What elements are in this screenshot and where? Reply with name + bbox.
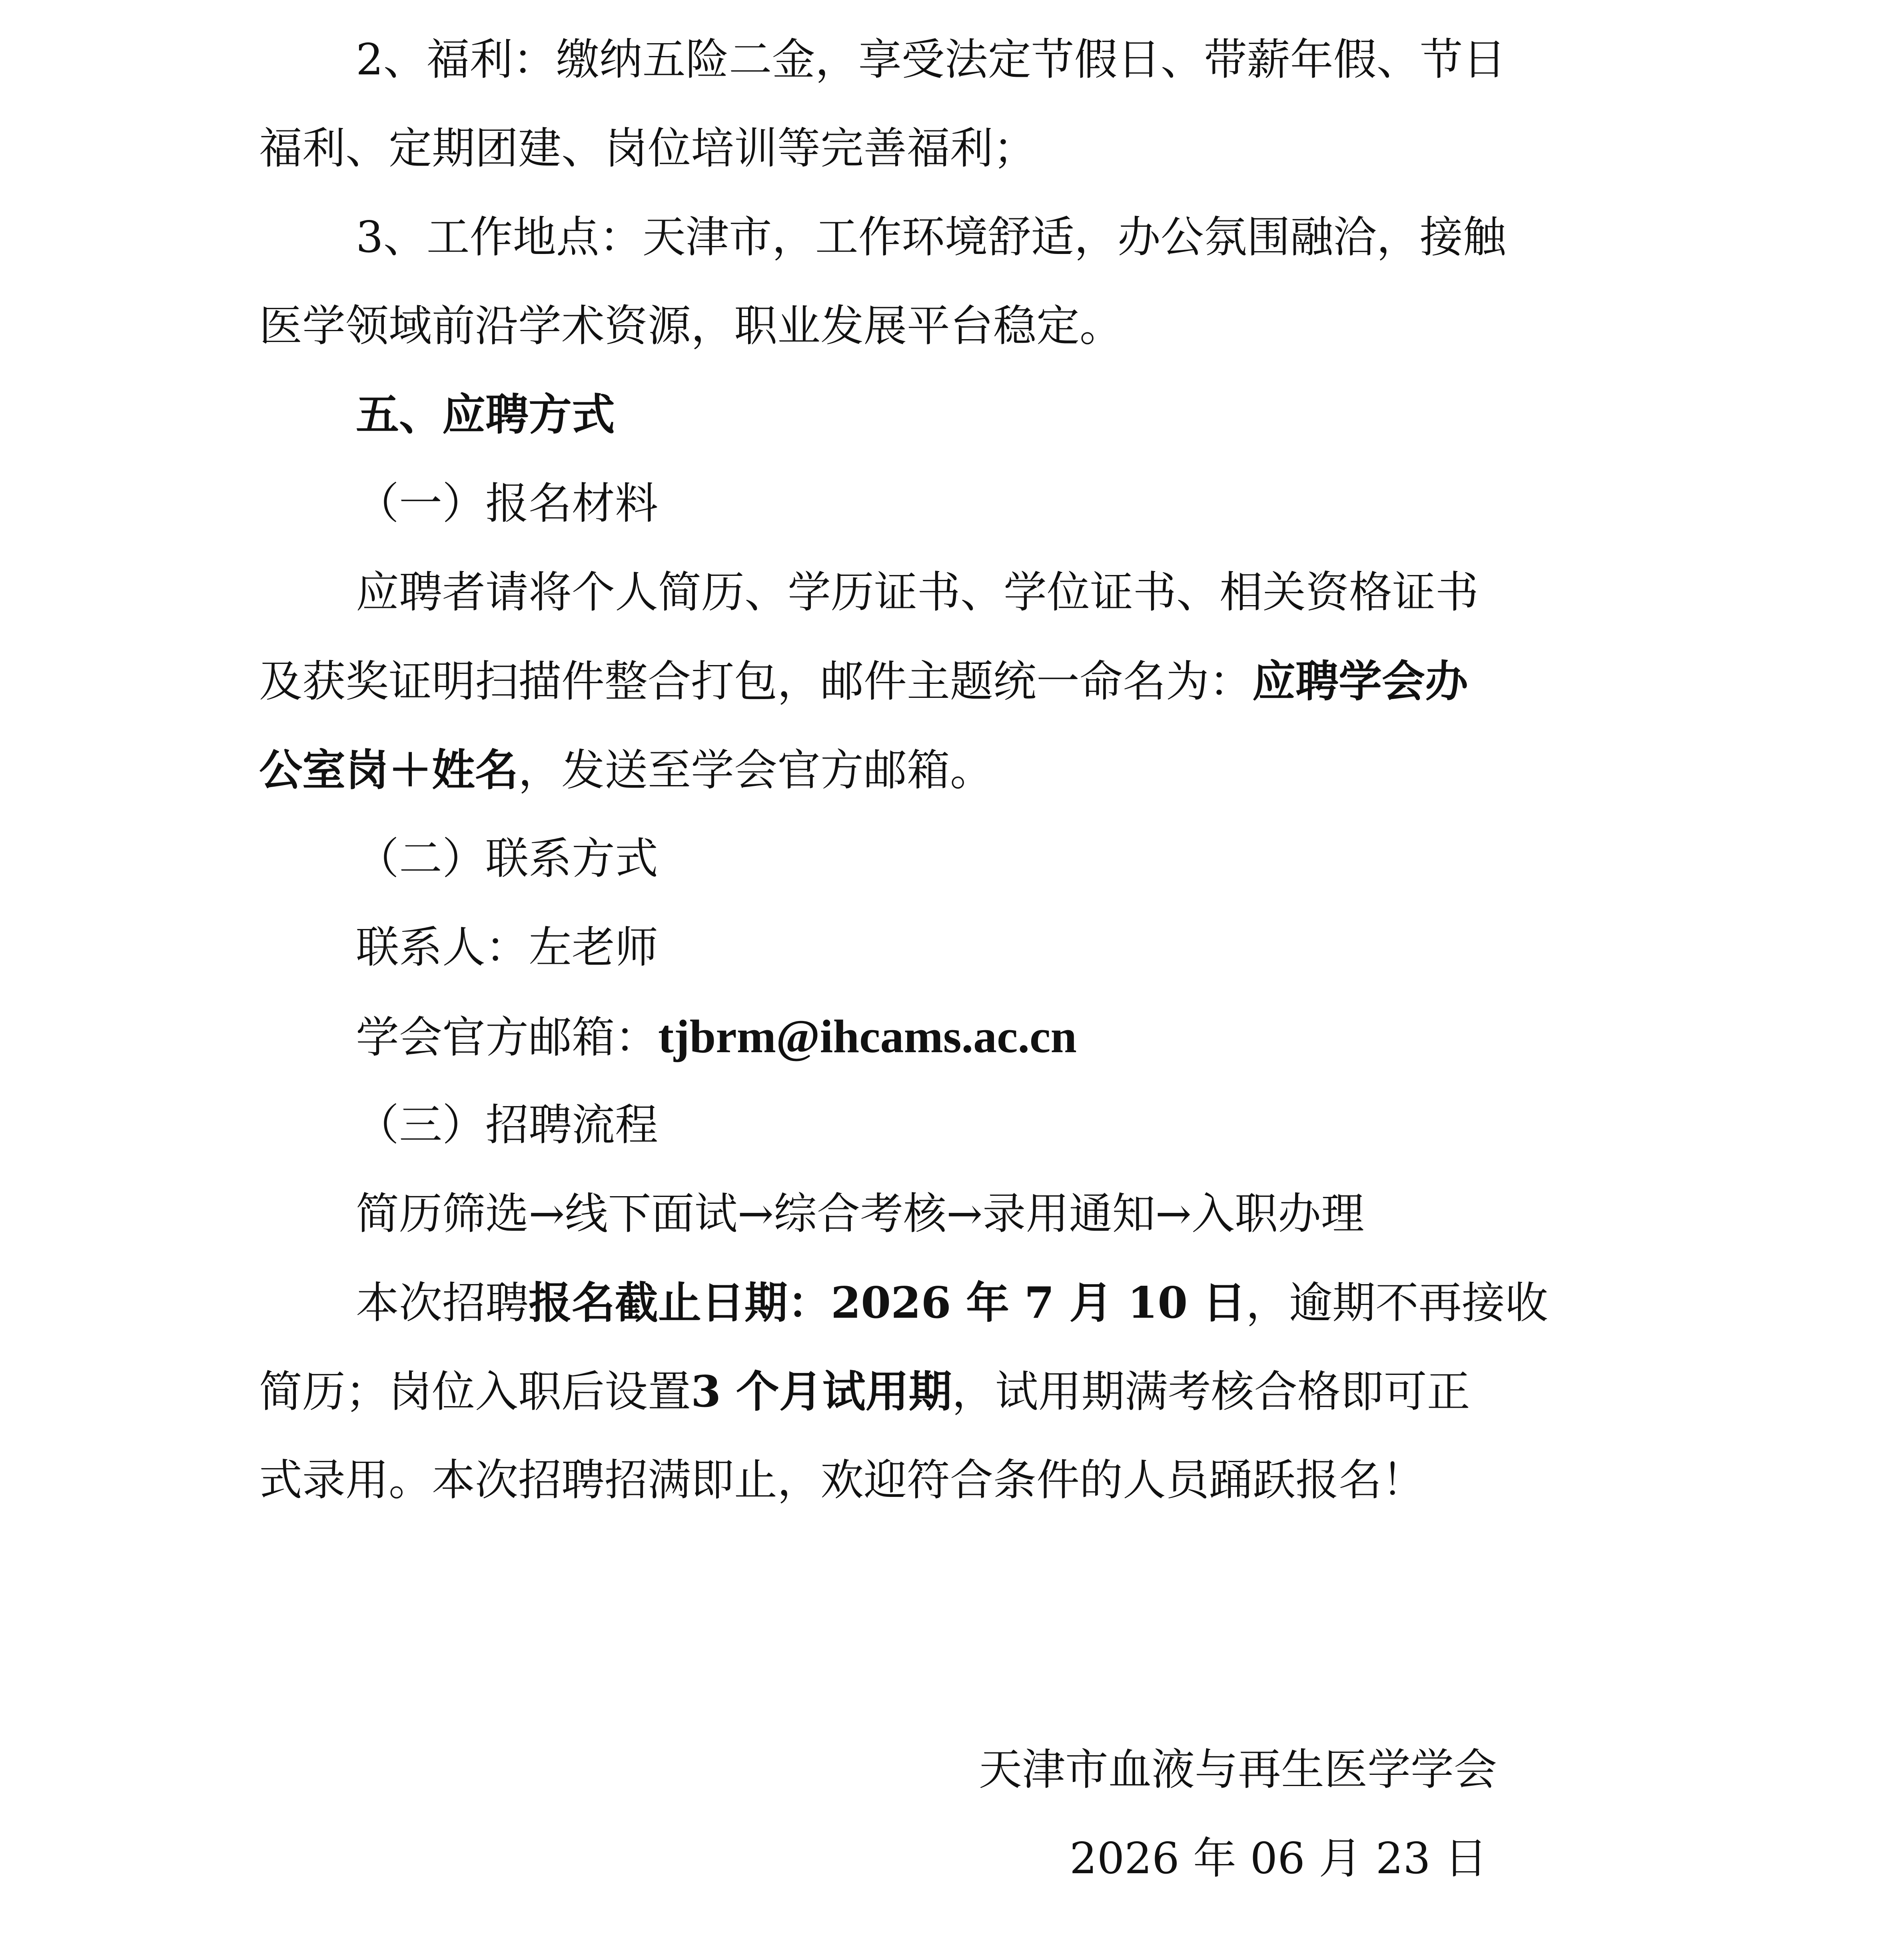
subheading-materials: （一）报名材料 [356, 479, 659, 529]
subheading-process: （三）招聘流程 [356, 1100, 659, 1150]
probation-tail: ，试用期满考核合格即可正 [952, 1367, 1470, 1417]
materials-line-3 [259, 742, 993, 798]
deadline-date: 报名截止日期：2026 年 7 月 10 日 [529, 1278, 1246, 1328]
email-label: 学会官方邮箱： [356, 1013, 659, 1063]
section-heading-application: 五、应聘方式 [356, 390, 615, 440]
contact-person: 联系人：左老师 [356, 923, 659, 973]
email-subject-format-part-1: 应聘学会办 [1252, 656, 1469, 707]
process-flow: 简历筛选→线下面试→综合考核→录用通知→入职办理 [356, 1189, 1364, 1239]
welfare-line-1: 2、福利：缴纳五险二金，享受法定节假日、带薪年假、节日 [356, 35, 1506, 85]
subheading-contact: （二）联系方式 [356, 834, 659, 884]
probation-period: 3 个月试用期 [691, 1367, 952, 1417]
materials-line-3-text: ，发送至学会官方邮箱。 [518, 745, 994, 795]
location-line-2: 医学领域前沿学术资源，职业发展平台稳定。 [259, 301, 1123, 351]
email-subject-format-part-2: 公室岗＋姓名 [259, 745, 519, 795]
deadline-line-1 [356, 1275, 1548, 1331]
signature-organization: 天津市血液与再生医学学会 [979, 1745, 1497, 1795]
signature-date: 2026 年 06 月 23 日 [1070, 1834, 1488, 1884]
welfare-line-2: 福利、定期团建、岗位培训等完善福利； [259, 124, 1037, 174]
deadline-intro: 本次招聘 [356, 1278, 529, 1328]
materials-line-2 [259, 653, 1468, 709]
probation-intro: 简历；岗位入职后设置 [259, 1367, 691, 1417]
deadline-tail: ，逾期不再接收 [1246, 1278, 1549, 1328]
deadline-line-2 [259, 1364, 1470, 1420]
email-address[interactable]: tjbrm@ihcams.ac.cn [658, 1010, 1077, 1063]
deadline-line-3: 式录用。本次招聘招满即止，欢迎符合条件的人员踊跃报名！ [259, 1455, 1425, 1505]
location-line-1: 3、工作地点：天津市，工作环境舒适，办公氛围融洽，接触 [356, 212, 1506, 262]
materials-line-1: 应聘者请将个人简历、学历证书、学位证书、相关资格证书 [356, 567, 1479, 617]
materials-line-2-text: 及获奖证明扫描件整合打包，邮件主题统一命名为： [259, 657, 1253, 707]
contact-email-line [356, 1009, 1077, 1065]
